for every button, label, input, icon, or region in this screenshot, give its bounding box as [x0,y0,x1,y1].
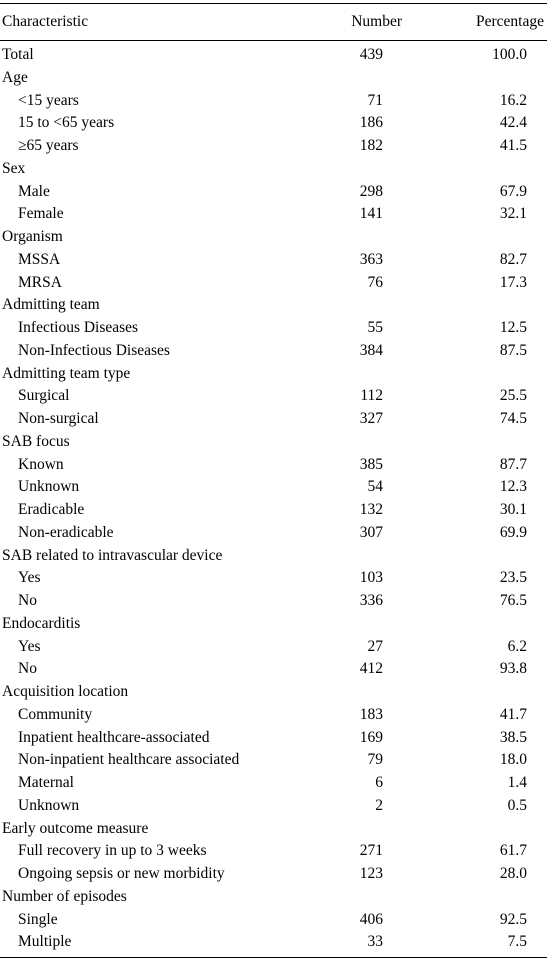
row-label: Male [18,182,50,200]
row-percentage: 16.2 [499,91,527,109]
table-header [0,4,547,40]
row-percentage: 7.5 [507,933,527,951]
row-percentage: 12.3 [499,478,527,496]
row-number: 384 [359,341,383,359]
row-label: Infectious Diseases [18,319,139,336]
row-label: Yes [18,637,41,655]
row-number: 33 [367,933,383,951]
table-row [0,704,547,727]
row-number: 112 [360,387,383,405]
table-row [0,727,547,750]
row-percentage: 41.5 [499,137,527,154]
table-row [0,454,547,477]
row-label: Unknown [18,478,80,496]
row-label: MSSA [18,250,61,268]
row-label: Community [18,705,93,723]
table-row [0,272,547,295]
row-percentage: 32.1 [499,205,527,223]
row-percentage: 1.4 [507,774,527,791]
row-label: No [18,660,37,678]
row-percentage: 12.5 [499,319,527,336]
header-characteristic: Characteristic [2,13,89,30]
table-section-row [0,886,547,909]
table-row [0,909,547,932]
row-label: Non-surgical [18,410,99,427]
row-percentage: 87.7 [499,455,527,473]
row-percentage: 28.0 [499,865,527,882]
row-number: 55 [367,319,383,336]
table-row [0,90,547,113]
row-number: 6 [375,774,383,791]
row-percentage: 100.0 [492,46,527,63]
table-section-row [0,226,547,249]
row-label: Early outcome measure [2,819,149,837]
table-row [0,135,547,158]
table-row [0,658,547,681]
row-percentage: 69.9 [499,523,527,541]
row-label: Non-inpatient healthcare associated [18,751,240,769]
table-row [0,567,547,590]
table-row [0,408,547,431]
table-body [0,41,547,957]
row-label: Organism [2,228,63,245]
row-label: Acquisition location [2,683,129,700]
row-number: 183 [359,705,383,723]
row-number: 412 [359,660,383,678]
row-number: 123 [359,865,383,882]
row-label: SAB related to intravascular device [2,546,223,564]
row-percentage: 0.5 [507,796,527,814]
table-section-row [0,818,547,841]
row-number: 363 [359,250,383,268]
row-number: 298 [359,182,383,200]
row-label: Non-eradicable [18,523,114,541]
table-row [0,749,547,772]
table-row [0,317,547,340]
row-number: 76 [367,273,383,291]
row-label: MRSA [18,273,62,291]
row-number: 439 [359,46,383,63]
header-number: Number [351,13,402,30]
table-row [0,112,547,135]
table-row [0,203,547,226]
table-row [0,795,547,818]
row-number: 169 [359,728,383,746]
bottom-rule [0,957,547,958]
row-percentage: 67.9 [499,182,527,200]
table-section-row [0,613,547,636]
table-section-row [0,294,547,317]
row-label: Admitting team [2,296,100,314]
row-number: 406 [359,910,383,928]
row-number: 141 [359,205,383,223]
table-row [0,931,547,954]
table-row [0,522,547,545]
row-number: 79 [367,751,383,769]
row-label: Single [18,910,58,928]
row-label: Ongoing sepsis or new morbidity [18,865,225,882]
row-percentage: 61.7 [499,842,527,860]
table-row [0,499,547,522]
table-row [0,476,547,499]
table-row [0,181,547,204]
table-row [0,385,547,408]
row-number: 182 [359,137,383,154]
row-label: Full recovery in up to 3 weeks [18,842,207,860]
row-label: Non-Infectious Diseases [18,341,170,359]
row-label: Known [18,455,64,473]
row-label: Endocarditis [2,614,81,632]
row-label: Total [2,46,34,63]
row-number: 132 [359,501,383,518]
row-percentage: 6.2 [507,637,527,655]
row-label: 15 to <65 years [18,114,115,132]
row-percentage: 25.5 [499,387,527,405]
table-row [0,590,547,613]
row-label: Female [18,205,64,223]
row-number: 103 [359,569,383,587]
row-label: Age [2,68,28,86]
row-percentage: 92.5 [499,910,527,928]
row-label: ≥65 years [18,137,79,154]
table-section-row [0,44,547,67]
row-number: 327 [359,410,383,427]
row-label: Unknown [18,796,80,814]
row-label: Number of episodes [2,887,127,905]
row-percentage: 74.5 [499,410,527,427]
row-label: Inpatient healthcare-associated [18,728,210,746]
row-number: 385 [359,455,383,473]
row-label: Maternal [18,774,74,791]
table-section-row [0,681,547,704]
row-number: 336 [359,592,383,609]
row-percentage: 18.0 [499,751,527,769]
row-percentage: 42.4 [499,114,527,132]
table-section-row [0,363,547,386]
row-percentage: 17.3 [499,273,527,291]
row-number: 71 [367,91,383,109]
row-percentage: 23.5 [499,569,527,587]
row-label: <15 years [18,91,79,109]
row-label: SAB focus [2,432,70,450]
row-number: 54 [367,478,383,496]
row-number: 307 [359,523,383,541]
row-label: Multiple [18,933,72,951]
row-label: Sex [2,159,26,177]
table-section-row [0,545,547,568]
row-percentage: 82.7 [499,250,527,268]
header-percentage: Percentage [476,13,544,30]
row-percentage: 38.5 [499,728,527,746]
row-percentage: 30.1 [499,501,527,518]
row-label: Yes [18,569,41,587]
row-number: 27 [367,637,383,655]
table-section-row [0,431,547,454]
row-percentage: 41.7 [499,705,527,723]
table-row [0,772,547,795]
table-section-row [0,67,547,90]
row-label: No [18,592,37,609]
row-number: 186 [359,114,383,132]
table-row [0,340,547,363]
table-row [0,863,547,886]
row-number: 271 [359,842,383,860]
table-section-row [0,158,547,181]
table-row [0,636,547,659]
row-percentage: 76.5 [499,592,527,609]
row-label: Eradicable [18,501,85,518]
row-number: 2 [375,796,383,814]
row-label: Surgical [18,387,70,405]
table-row [0,249,547,272]
row-label: Admitting team type [2,364,131,382]
table-row [0,840,547,863]
row-percentage: 87.5 [499,341,527,359]
row-percentage: 93.8 [499,660,527,678]
